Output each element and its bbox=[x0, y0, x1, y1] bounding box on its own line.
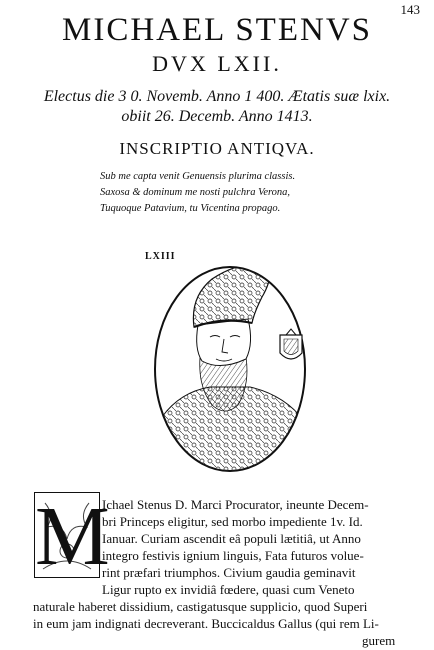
death-line: obiit 26. Decemb. Anno 1413. bbox=[121, 108, 313, 125]
body-line: gurem bbox=[362, 633, 396, 648]
body-line: Ligur rupto ex invidiâ fœdere, quasi cum Veneto bbox=[102, 582, 355, 597]
inscription-line: Tuquoque Patavium, tu Vicentina propago. bbox=[100, 203, 281, 214]
body-line: rint præfari triumphos. Civium gaudia geminavit bbox=[102, 565, 356, 580]
drop-cap bbox=[34, 490, 110, 583]
inscription-line: Saxosa & dominum me nosti pulchra Verona, bbox=[100, 187, 291, 198]
page-number: 143 bbox=[400, 2, 420, 17]
body-line: Ichael Stenus D. Marci Procurator, ineunte Decem- bbox=[102, 497, 369, 512]
drop-cap-letter: M bbox=[35, 490, 110, 583]
body-line: naturale haberet dissidium, castigatusque supplicio, quod Superi bbox=[33, 599, 368, 614]
body-line: integro festivis ignium linguis, Fata futuros volue- bbox=[102, 548, 364, 563]
page-subtitle: DVX LXII. bbox=[152, 51, 282, 76]
portrait-label: LXIII bbox=[145, 251, 176, 262]
page-title: MICHAEL STENVS bbox=[61, 12, 373, 48]
inscription-line: Sub me capta venit Genuensis plurima classis. bbox=[100, 171, 296, 182]
body-line: in eum jam indignati decreverant. Buccicaldus Gallus (qui rem Li- bbox=[33, 616, 379, 631]
body-line: Ianuar. Curiam ascendit eâ populi lætitiâ, ut Anno bbox=[102, 531, 361, 546]
election-line: Electus die 3 0. Novemb. Anno 1 400. Ætatis suæ lxix. bbox=[43, 88, 391, 105]
inscription-heading: INSCRIPTIO ANTIQVA. bbox=[119, 139, 315, 158]
body-line: bri Princeps eligitur, sed morbo impediente 1v. Id. bbox=[102, 514, 363, 529]
portrait-engraving bbox=[150, 257, 320, 479]
